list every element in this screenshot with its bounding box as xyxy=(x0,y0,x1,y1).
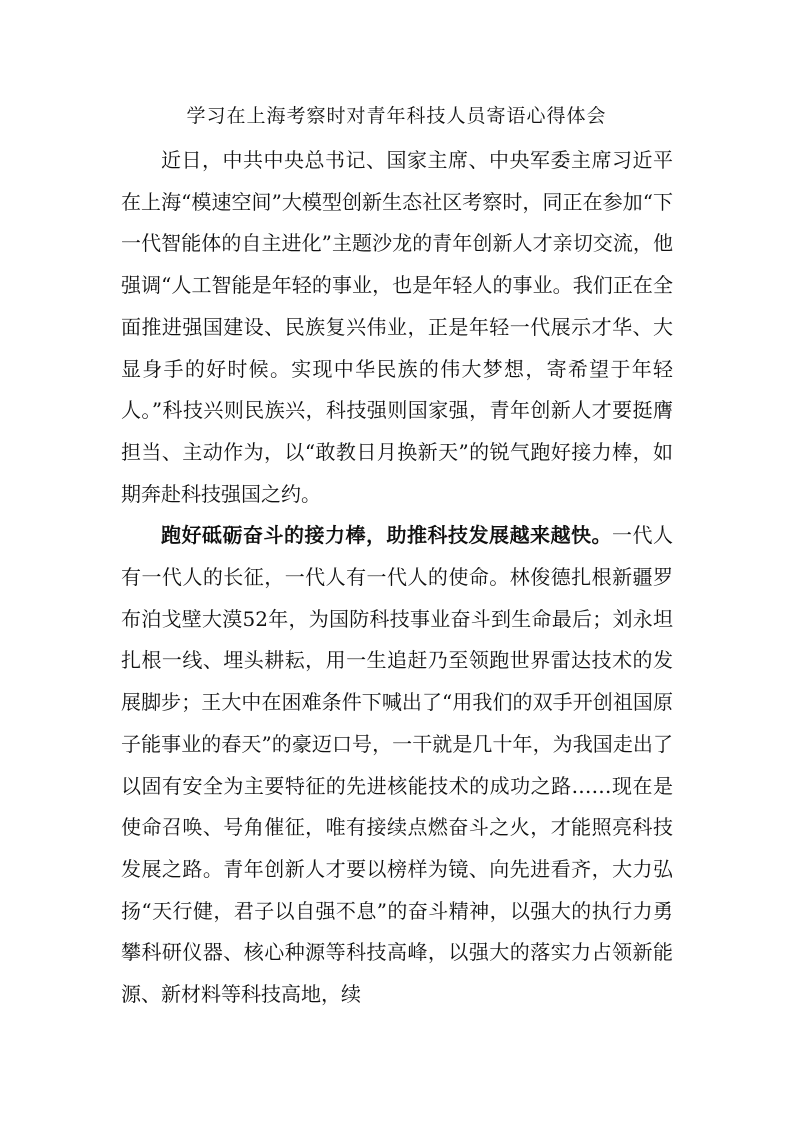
document-title: 学习在上海考察时对青年科技人员寄语心得体会 xyxy=(186,105,607,127)
paragraph-text: 近日，中共中央总书记、国家主席、中央军委主席习近平在上海“模速空间”大模型创新生态社区考察时，同正在参加“下一代智能体的自主进化”主题沙龙的青年创新人才亲切交流，他强调“人工智能是年轻的事业，也是年轻人的事业。我们正在全面推进强国建设、民族复兴伟业，正是年轻一代展示才华、大显身手的好时候。实现中华民族的伟大梦想，寄希望于年轻人。”科技兴则民族兴，科技强则国家强，青年创新人才要挺膺担当、主动作为，以“敢教日月换新天”的锐气跑好接力棒，如期奔赴科技强国之约。 xyxy=(121,148,673,506)
paragraph-text: 一代人有一代人的长征，一代人有一代人的使命。林俊德扎根新疆罗布泊戈壁大漠52年，为国防科技事业奋斗到生命最后；刘永坦扎根一线、埋头耕耘，用一生追赶乃至领跑世界雷达技术的发展脚步；王大中在困难条件下喊出了“用我们的双手开创祖国原子能事业的春天”的豪迈口号，一干就是几十年，为我国走出了以固有安全为主要特征的先进核能技术的成功之路……现在是使命召唤、号角催征，唯有接续点燃奋斗之火，才能照亮科技发展之路。青年创新人才要以榜样为镜、向先进看齐，大力弘扬“天行健，君子以自强不息”的奋斗精神，以强大的执行力勇攀科研仪器、核心种源等科技高峰，以强大的落实力占领新能源、新材料等科技高地，续 xyxy=(121,523,673,1007)
document-body xyxy=(121,140,673,1016)
paragraph-lead-heading: 跑好砥砺奋斗的接力棒，助推科技发展越来越快。 xyxy=(161,523,612,548)
paragraph-relay-baton xyxy=(121,515,673,1015)
paragraph-intro xyxy=(121,140,673,515)
